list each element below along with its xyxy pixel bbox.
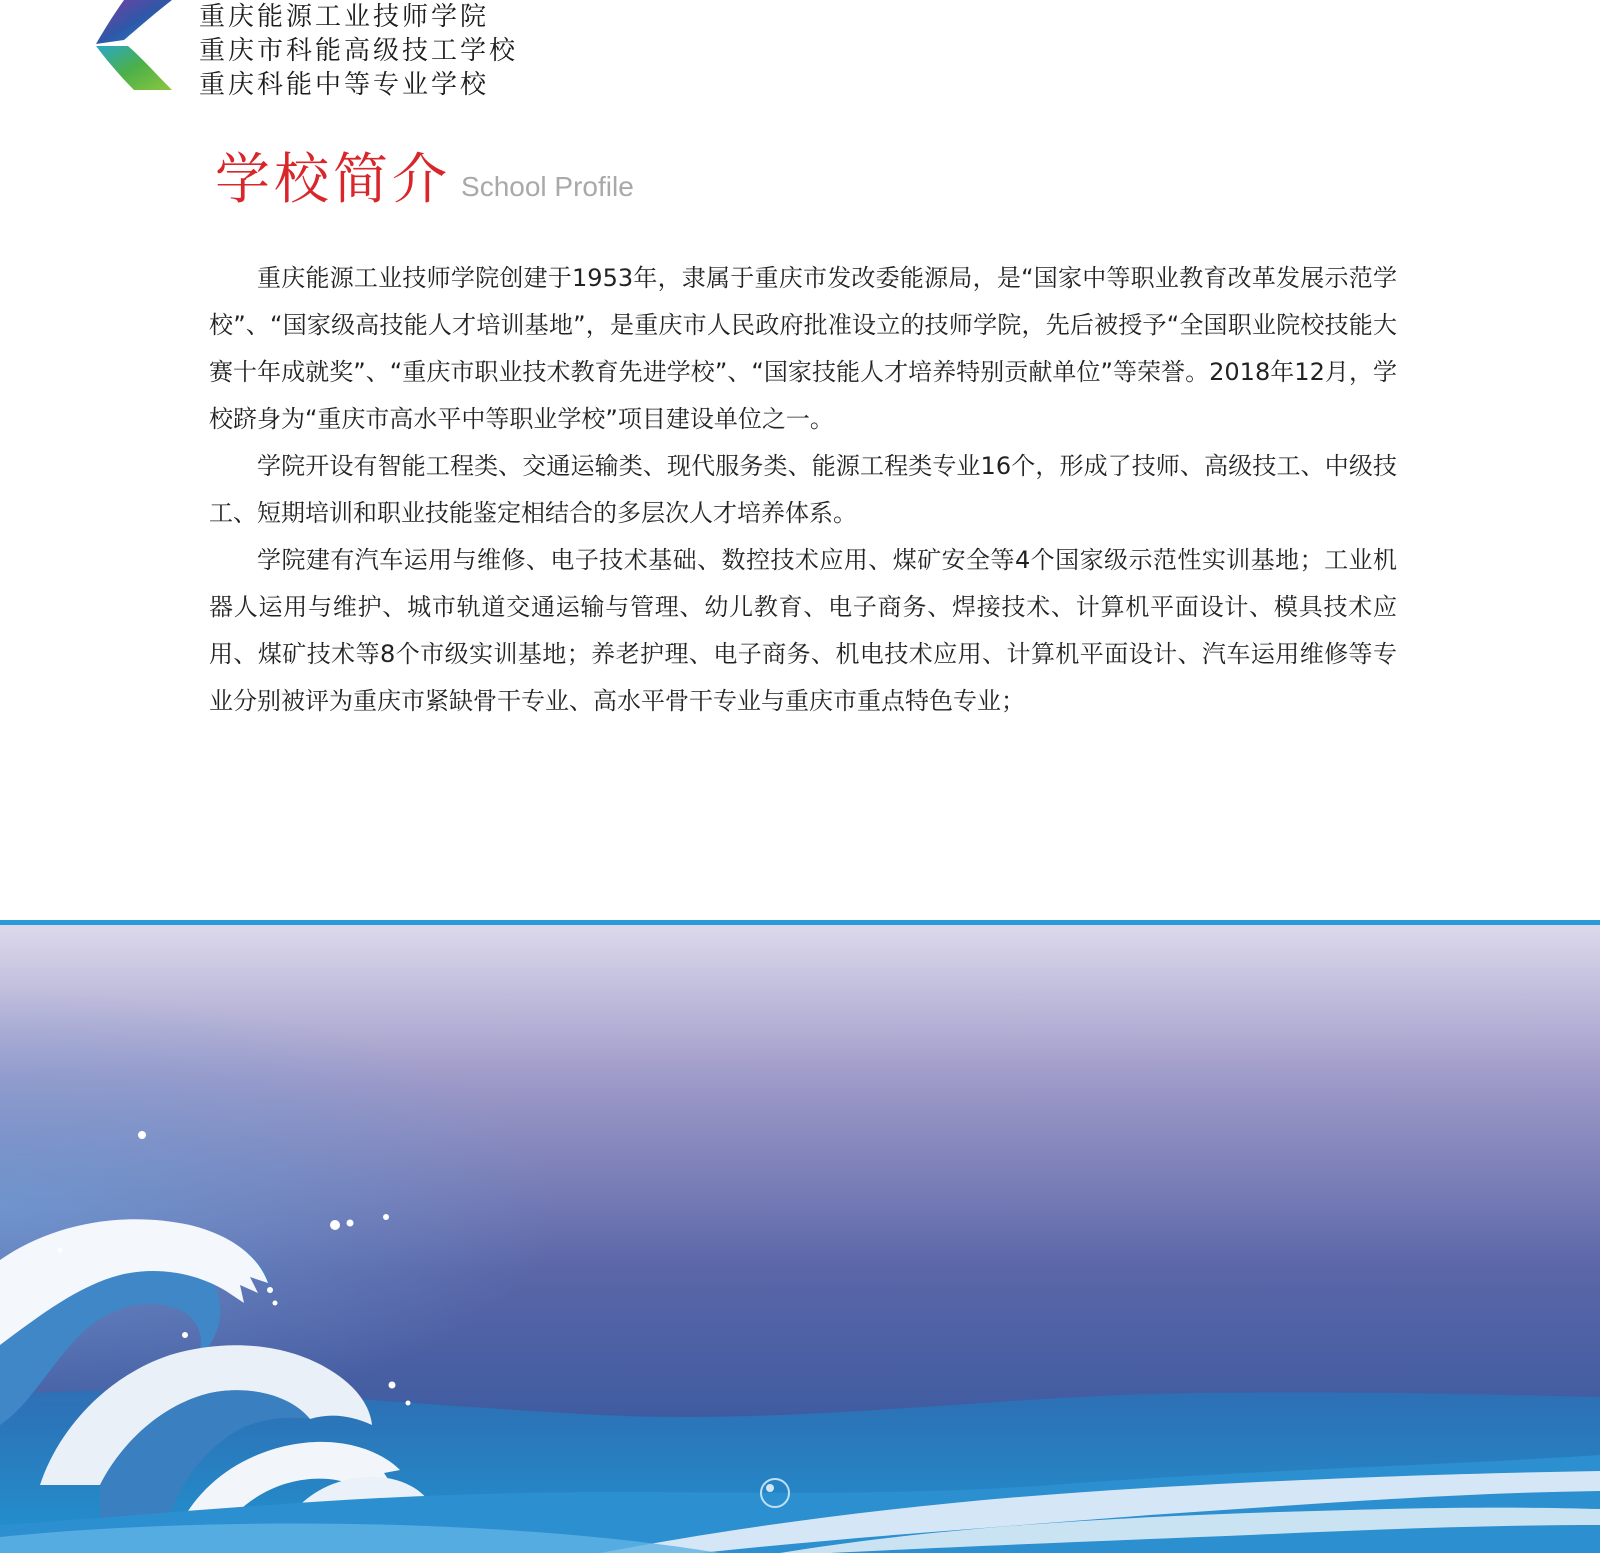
- paragraph-training-bases: 学院建有汽车运用与维修、电子技术基础、数控技术应用、煤矿安全等4个国家级示范性实训基地；工业机器人运用与维护、城市轨道交通运输与管理、幼儿教育、电子商务、焊接技术、计算机平面设计、模具技术应用、煤矿技术等8个市级实训基地；养老护理、电子商务、机电技术应用、计算机平面设计、汽车运用维修等专业分别被评为重庆市紧缺骨干专业、高水平骨干专业与重庆市重点特色专业；: [209, 546, 1397, 715]
- wave-illustration: [0, 925, 1600, 1553]
- school-logo: [94, 0, 182, 92]
- school-name-1: 重庆能源工业技师学院: [199, 2, 490, 32]
- section-heading: [215, 148, 634, 218]
- paragraph-history: 重庆能源工业技师学院创建于1953年，隶属于重庆市发改委能源局，是“国家中等职业教育改革发展示范学校”、“国家级高技能人才培训基地”，是重庆市人民政府批准设立的技师学院，先后被授予“全国职业院校技能大赛十年成就奖”、“重庆市职业技术教育先进学校”、“国家技能人才培养特别贡献单位”等荣誉。2018年12月，学校跻身为“重庆市高水平中等职业学校”项目建设单位之一。: [209, 264, 1397, 433]
- school-name-2: 重庆市科能高级技工学校: [199, 36, 519, 66]
- school-name-3: 重庆科能中等专业学校: [199, 70, 490, 100]
- section-subtitle: School Profile: [461, 171, 634, 202]
- section-title: 学校简介: [215, 147, 452, 211]
- logo-chevron-icon: [94, 0, 182, 92]
- paragraph-majors: 学院开设有智能工程类、交通运输类、现代服务类、能源工程类专业16个，形成了技师、高级技工、中级技工、短期培训和职业技能鉴定相结合的多层次人才培养体系。: [209, 452, 1397, 527]
- sea-background-image: [0, 925, 1600, 1553]
- profile-body: [209, 255, 1397, 725]
- school-names: [199, 0, 529, 102]
